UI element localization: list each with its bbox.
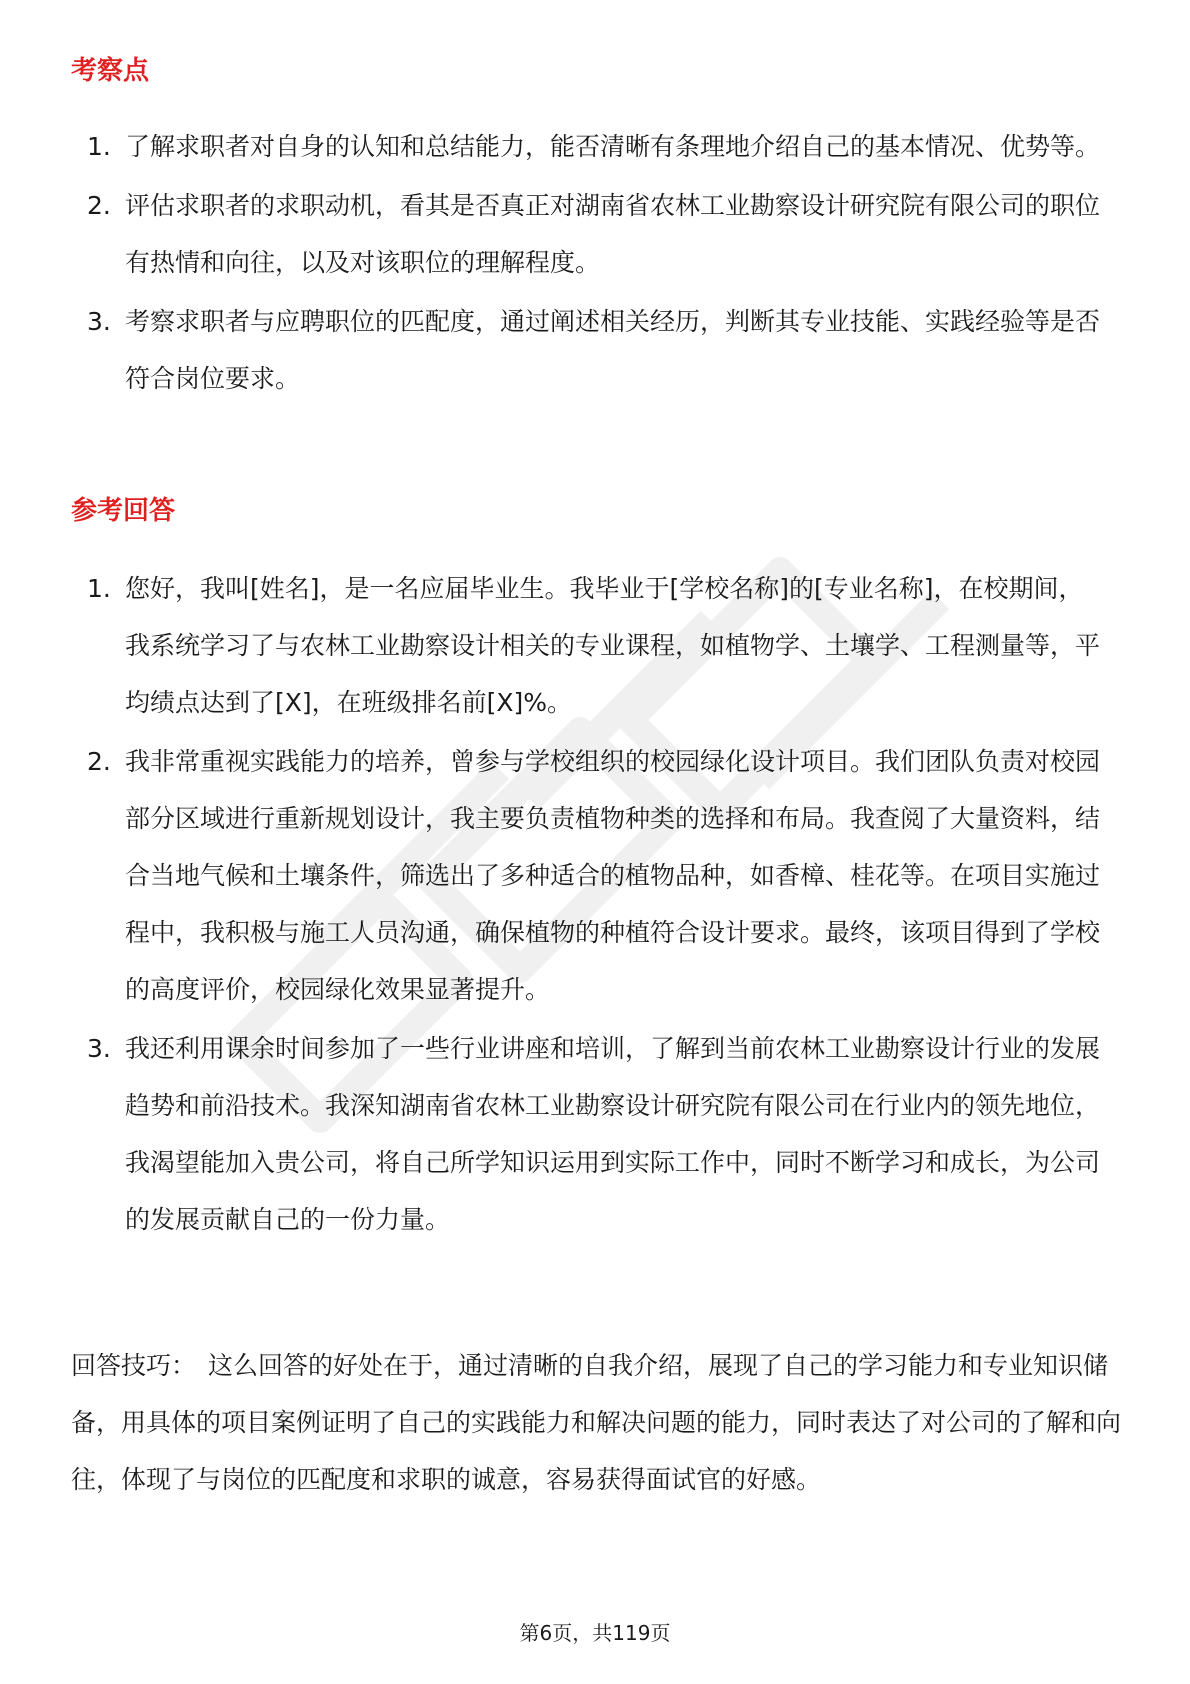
- answer-tips-text: 这么回答的好处在于，通过清晰的自我介绍，展现了自己的学习能力和专业知识储备，用具体的项目案例证明了自己的实践能力和解决问题的能力，同时表达了对公司的了解和向往，体现了与岗位的匹配度和求职的诚意，容易获得面试官的好感。: [71, 1351, 1122, 1494]
- list-item-number: 2.: [87, 191, 111, 220]
- list-item-text: 评估求职者的求职动机，看其是否真正对湖南省农林工业勘察设计研究院有限公司的职位有热情和向往，以及对该职位的理解程度。: [125, 191, 1101, 277]
- list-item-number: 1.: [87, 132, 111, 161]
- answer-tips-label: 回答技巧：: [71, 1351, 197, 1380]
- list-item: [0, 560, 1105, 731]
- list-item-text: 我非常重视实践能力的培养，曾参与学校组织的校园绿化设计项目。我们团队负责对校园部分区域进行重新规划设计，我主要负责植物种类的选择和布局。我查阅了大量资料，结合当地气候和土壤条件，筛选出了多种适合的植物品种，如香樟、桂花等。在项目实施过程中，我积极与施工人员沟通，确保植物的种植符合设计要求。最终，该项目得到了学校的高度评价，校园绿化效果显著提升。: [125, 747, 1101, 1004]
- page-indicator: 第6页，共119页: [519, 1621, 671, 1645]
- section-heading-assessment-points: 考察点: [71, 56, 150, 86]
- section-heading-reference-answer: 参考回答: [71, 496, 176, 526]
- assessment-points-list: [0, 118, 1190, 409]
- list-item-number: 2.: [87, 747, 111, 776]
- list-item-text: 了解求职者对自身的认知和总结能力，能否清晰有条理地介绍自己的基本情况、优势等。: [125, 132, 1101, 161]
- list-item: [0, 118, 1105, 175]
- list-item-number: 3.: [87, 1034, 111, 1063]
- list-item: [0, 1020, 1105, 1248]
- list-item-text: 您好，我叫[姓名]，是一名应届毕业生。我毕业于[学校名称]的[专业名称]，在校期间，我系统学习了与农林工业勘察设计相关的专业课程，如植物学、土壤学、工程测量等，平均绩点达到了[X]，在班级排名前[X]%。: [125, 574, 1101, 717]
- list-item-text: 我还利用课余时间参加了一些行业讲座和培训，了解到当前农林工业勘察设计行业的发展趋势和前沿技术。我深知湖南省农林工业勘察设计研究院有限公司在行业内的领先地位，我渴望能加入贵公司，将自己所学知识运用到实际工作中，同时不断学习和成长，为公司的发展贡献自己的一份力量。: [125, 1034, 1101, 1234]
- list-item-number: 1.: [87, 574, 111, 603]
- answer-tips-paragraph: [71, 1337, 1121, 1508]
- reference-answer-list: [0, 560, 1190, 1250]
- list-item: [0, 177, 1105, 291]
- list-item: [0, 733, 1105, 1018]
- list-item-number: 3.: [87, 307, 111, 336]
- list-item-text: 考察求职者与应聘职位的匹配度，通过阐述相关经历，判断其专业技能、实践经验等是否符合岗位要求。: [125, 307, 1101, 393]
- list-item: [0, 293, 1105, 407]
